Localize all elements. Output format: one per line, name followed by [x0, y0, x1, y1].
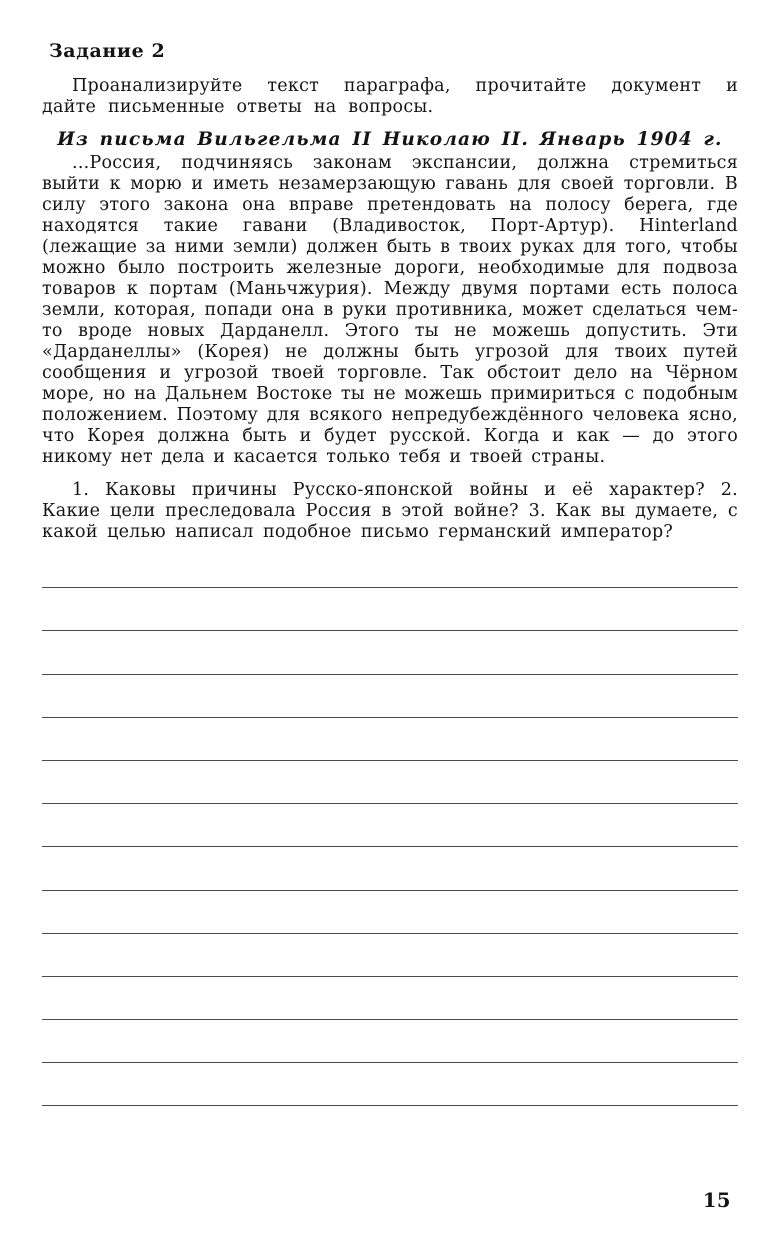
questions-paragraph: 1. Каковы причины Русско-японской войны и её характер? 2. Какие цели преследовала Россия в этой войне? 3. Как вы думаете, с какой целью написал подобное письмо германский император? — [42, 480, 738, 542]
answer-line — [42, 545, 738, 588]
source-heading: Из письма Вильгельма II Николаю II. Январь 1904 г. — [57, 129, 723, 150]
letter-text: ...Россия, подчиняясь законам экспансии, должна стремиться выйти к морю и иметь незамерзающую гавань для своей торговли. В силу этого закона она вправе претендовать на полосу берега, где находятся такие гавани (Владивосток, Порт-Артур). Hinterland (лежащие за ними земли) должен быть в твоих руках для того, чтобы можно было построить железные дороги, необходимые для подвоза товаров к портам (Маньчжурия). Между двумя портами есть полоса земли, которая, попади она в руки противника, может сделаться чем-то вроде новых Дарданелл. Этого ты не можешь допустить. Эти «Дарданеллы» (Корея) не должны быть угрозой для твоих путей сообщения и угрозой твоей торговле. Так обстоит дело на Чёрном море, но на Дальнем Востоке ты не можешь примириться с подобным положением. Поэтому для всякого непредубеждённого человека ясно, что Корея должна быть и будет русской. Когда и как — до этого никому нет дела и касается только тебя и твоей страны. — [42, 153, 738, 467]
intro-paragraph: Проанализируйте текст параграфа, прочитайте документ и дайте письменные ответы на вопросы. — [42, 76, 738, 117]
answer-line — [42, 1020, 738, 1063]
page-number: 15 — [702, 1189, 731, 1212]
answer-line — [42, 675, 738, 718]
answer-line — [42, 718, 738, 761]
answer-line — [42, 977, 738, 1020]
answer-line — [42, 1063, 738, 1106]
answer-line — [42, 891, 738, 934]
answer-line — [42, 847, 738, 890]
answer-line — [42, 761, 738, 804]
task-title: Задание 2 — [49, 40, 166, 62]
answer-line — [42, 631, 738, 674]
answer-line — [42, 934, 738, 977]
answer-line — [42, 804, 738, 847]
answer-lines — [42, 545, 738, 1106]
answer-line — [42, 588, 738, 631]
